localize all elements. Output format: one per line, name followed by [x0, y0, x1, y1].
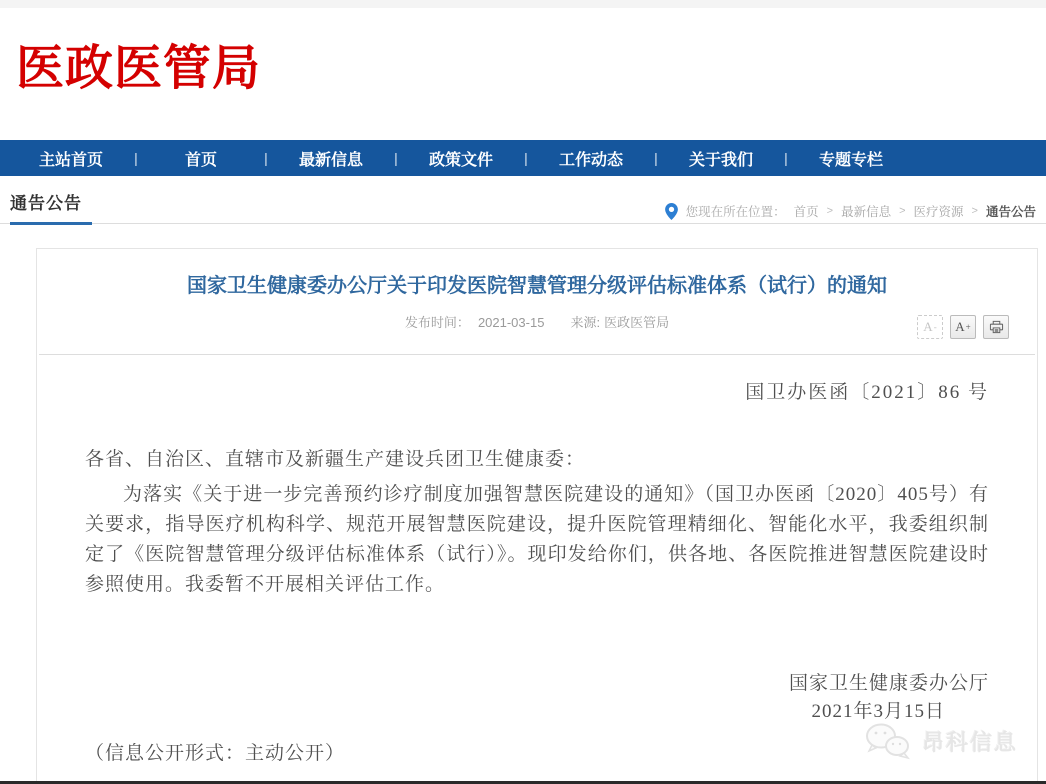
- nav-separator: |: [784, 150, 788, 166]
- nav-item-latest-news[interactable]: 最新信息: [298, 151, 363, 169]
- nav-separator: |: [264, 150, 268, 166]
- nav-separator: |: [134, 150, 138, 166]
- article-toolbar: [917, 315, 1009, 339]
- breadcrumb-separator: >: [899, 205, 906, 217]
- nav-item-work-updates[interactable]: 工作动态: [558, 151, 623, 169]
- location-pin-icon: [665, 203, 678, 220]
- signing-authority: 国家卫生健康委办公厅: [788, 673, 989, 694]
- source-label: 来源:: [570, 315, 601, 330]
- nav-item-main-home[interactable]: 主站首页: [38, 151, 103, 169]
- nav-item-special-topics[interactable]: 专题专栏: [818, 151, 883, 169]
- salutation: 各省、自治区、直辖市及新疆生产建设兵团卫生健康委：: [85, 449, 586, 470]
- nav-separator: |: [654, 150, 658, 166]
- disclosure-note: （信息公开形式：主动公开）: [85, 743, 346, 764]
- article-title: 国家卫生健康委办公厅关于印发医院智慧管理分级评估标准体系（试行）的通知: [187, 275, 887, 297]
- font-increase-label: A: [955, 319, 965, 334]
- breadcrumb: [665, 202, 1036, 220]
- article-meta: [37, 312, 1037, 331]
- signing-date: 2021年3月15日: [811, 701, 945, 722]
- nav-separator: |: [394, 150, 398, 166]
- breadcrumb-home[interactable]: 首页: [793, 205, 819, 219]
- breadcrumb-location-label: 您现在所在位置：: [685, 205, 786, 219]
- font-decrease-button[interactable]: [917, 315, 943, 339]
- article-panel: [36, 248, 1038, 784]
- site-logo: 医政医管局: [16, 42, 262, 95]
- section-title-underline: [10, 222, 92, 225]
- font-increase-sign: +: [965, 322, 971, 332]
- nav-item-home[interactable]: 首页: [184, 151, 217, 169]
- font-decrease-sign: -: [933, 322, 937, 332]
- section-divider: [0, 223, 1046, 224]
- document-body: [37, 354, 1037, 768]
- source-value: 医政医管局: [604, 315, 670, 330]
- breadcrumb-current-page: 通告公告: [985, 205, 1036, 219]
- watermark-text: 昂科信息: [921, 729, 1018, 755]
- nav-item-about-us[interactable]: 关于我们: [688, 151, 753, 169]
- font-increase-button[interactable]: [950, 315, 976, 339]
- breadcrumb-separator: >: [826, 205, 834, 217]
- document-number: 国卫办医函〔2021〕86 号: [745, 382, 989, 403]
- publish-time-label: 发布时间：: [404, 315, 470, 330]
- font-decrease-label: A: [923, 319, 933, 334]
- top-strip: [0, 0, 1046, 8]
- nav-separator: |: [524, 150, 528, 166]
- printer-icon: [989, 320, 1004, 334]
- breadcrumb-latest-news[interactable]: 最新信息: [841, 205, 892, 219]
- breadcrumb-separator: >: [971, 205, 978, 217]
- section-title: 通告公告: [10, 194, 82, 213]
- print-button[interactable]: [983, 315, 1009, 339]
- body-paragraph: 为落实《关于进一步完善预约诊疗制度加强智慧医院建设的通知》（国卫办医函〔2020〕405号）有关要求，指导医疗机构科学、规范开展智慧医院建设，提升医院管理精细化、智能化水平，我委组织制定了《医院智慧管理分级评估标准体系（试行）》。现印发给你们，供各地、各医院推进智慧医院建设时参照使用。我委暂不开展相关评估工作。: [85, 484, 989, 595]
- main-nav: [0, 140, 1046, 176]
- publish-date: 2021-03-15: [477, 315, 545, 330]
- nav-item-policy-documents[interactable]: 政策文件: [428, 151, 493, 169]
- breadcrumb-medical-resources[interactable]: 医疗资源: [913, 205, 964, 219]
